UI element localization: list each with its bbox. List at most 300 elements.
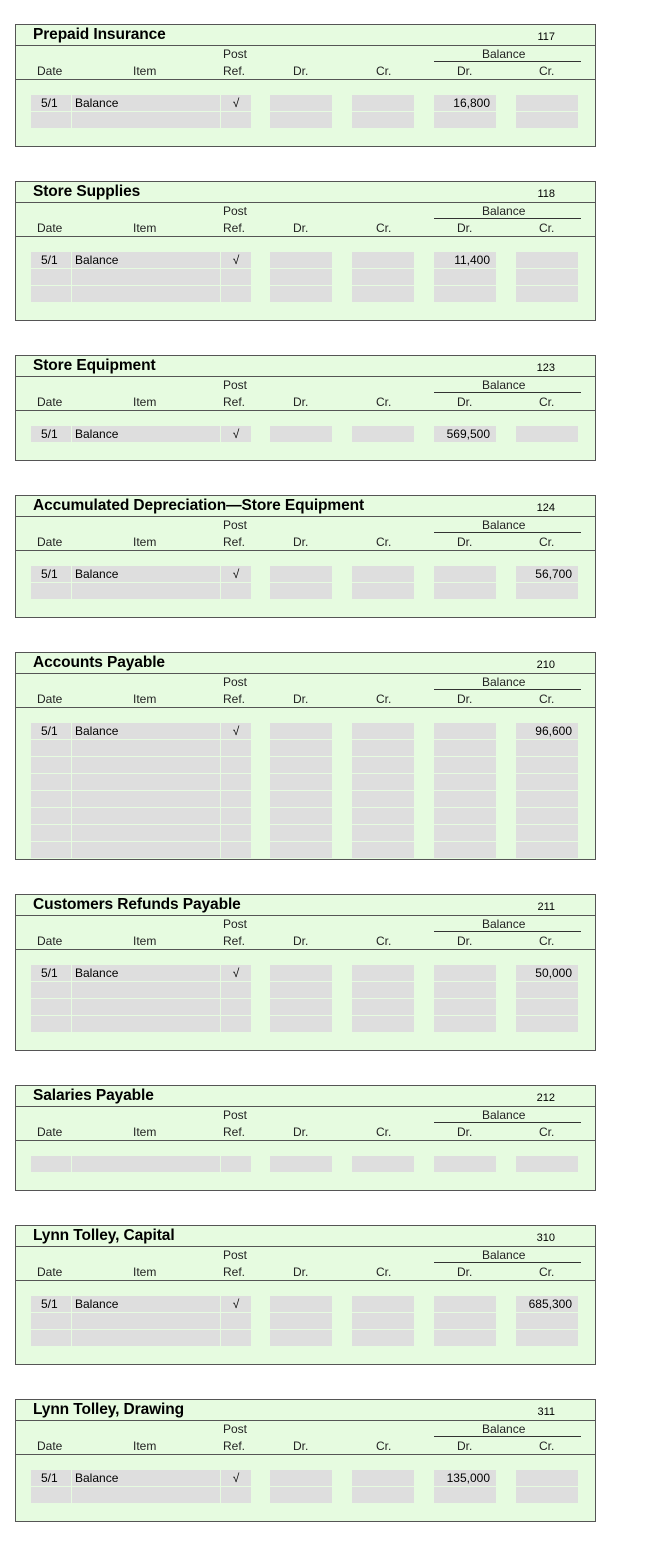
date-cell[interactable]: 5/1: [31, 1470, 71, 1486]
column-header-balance-cr: Cr.: [539, 535, 555, 549]
balance-underline: [434, 1436, 581, 1437]
column-header-balance: Balance: [482, 47, 526, 61]
balance-credit-cell[interactable]: [516, 757, 578, 773]
debit-cell[interactable]: [270, 825, 332, 841]
ledger-header: [16, 1226, 595, 1281]
post-ref-cell[interactable]: [221, 757, 251, 773]
column-header-dr: Dr.: [293, 1439, 309, 1453]
item-cell[interactable]: [72, 1016, 220, 1032]
date-cell[interactable]: [31, 982, 71, 998]
credit-cell[interactable]: [352, 426, 414, 442]
balance-underline: [434, 61, 581, 62]
balance-underline: [434, 392, 581, 393]
item-cell[interactable]: Balance: [72, 1296, 220, 1312]
credit-cell[interactable]: [352, 1487, 414, 1503]
post-ref-cell[interactable]: [221, 808, 251, 824]
debit-cell[interactable]: [270, 286, 332, 302]
balance-debit-cell[interactable]: [434, 1156, 496, 1172]
balance-debit-cell[interactable]: [434, 808, 496, 824]
debit-cell[interactable]: [270, 774, 332, 790]
debit-cell[interactable]: [270, 1016, 332, 1032]
account-number: 210: [536, 659, 555, 671]
column-header-dr: Dr.: [293, 692, 309, 706]
post-ref-cell[interactable]: [221, 774, 251, 790]
balance-debit-cell[interactable]: [434, 1330, 496, 1346]
header-divider: [16, 1106, 595, 1107]
account-title: Lynn Tolley, Capital: [33, 1227, 175, 1244]
item-cell[interactable]: Balance: [72, 723, 220, 739]
header-divider: [16, 1420, 595, 1421]
balance-credit-cell[interactable]: [516, 791, 578, 807]
post-ref-cell[interactable]: [221, 1156, 251, 1172]
ledger-header: [16, 25, 595, 80]
balance-underline: [434, 689, 581, 690]
account-title: Prepaid Insurance: [33, 26, 166, 43]
balance-debit-cell[interactable]: 569,500: [434, 426, 496, 442]
balance-debit-cell[interactable]: [434, 112, 496, 128]
column-header-item: Item: [133, 221, 157, 235]
column-header-post: Post: [223, 1248, 248, 1262]
item-cell[interactable]: [72, 825, 220, 841]
item-cell[interactable]: [72, 1313, 220, 1329]
balance-underline: [434, 532, 581, 533]
date-cell[interactable]: [31, 999, 71, 1015]
ledger-account: [15, 495, 596, 618]
date-cell[interactable]: [31, 1330, 71, 1346]
column-header-cr: Cr.: [376, 64, 392, 78]
balance-credit-cell[interactable]: [516, 583, 578, 599]
header-divider: [16, 1246, 595, 1247]
column-header-balance-cr: Cr.: [539, 395, 555, 409]
date-cell[interactable]: [31, 1016, 71, 1032]
item-cell[interactable]: [72, 999, 220, 1015]
column-header-balance-dr: Dr.: [457, 1265, 473, 1279]
column-header-date: Date: [37, 221, 63, 235]
item-cell[interactable]: [72, 112, 220, 128]
post-ref-cell[interactable]: √: [221, 95, 251, 111]
column-header-cr: Cr.: [376, 1125, 392, 1139]
date-cell[interactable]: [31, 583, 71, 599]
balance-debit-cell[interactable]: [434, 791, 496, 807]
post-ref-cell[interactable]: [221, 1016, 251, 1032]
credit-cell[interactable]: [352, 286, 414, 302]
column-header-item: Item: [133, 1125, 157, 1139]
debit-cell[interactable]: [270, 566, 332, 582]
column-header-balance: Balance: [482, 204, 526, 218]
balance-debit-cell[interactable]: [434, 723, 496, 739]
balance-debit-cell[interactable]: [434, 774, 496, 790]
column-header-balance: Balance: [482, 378, 526, 392]
column-header-balance-cr: Cr.: [539, 1265, 555, 1279]
ledger-header: [16, 496, 595, 551]
post-ref-cell[interactable]: √: [221, 965, 251, 981]
account-title: Accounts Payable: [33, 654, 165, 671]
credit-cell[interactable]: [352, 95, 414, 111]
header-divider: [16, 376, 595, 377]
item-cell[interactable]: [72, 1487, 220, 1503]
column-header-date: Date: [37, 1265, 63, 1279]
column-header-post: Post: [223, 675, 248, 689]
credit-cell[interactable]: [352, 999, 414, 1015]
item-cell[interactable]: [72, 982, 220, 998]
debit-cell[interactable]: [270, 1313, 332, 1329]
debit-cell[interactable]: [270, 791, 332, 807]
ledger-account: [15, 24, 596, 147]
balance-credit-cell[interactable]: [516, 252, 578, 268]
item-cell[interactable]: [72, 774, 220, 790]
column-header-date: Date: [37, 395, 63, 409]
column-header-post: Post: [223, 204, 248, 218]
post-ref-cell[interactable]: [221, 740, 251, 756]
credit-cell[interactable]: [352, 269, 414, 285]
debit-cell[interactable]: [270, 1156, 332, 1172]
account-title: Salaries Payable: [33, 1087, 154, 1104]
column-header-dr: Dr.: [293, 934, 309, 948]
column-header-cr: Cr.: [376, 692, 392, 706]
balance-credit-cell[interactable]: [516, 982, 578, 998]
credit-cell[interactable]: [352, 1016, 414, 1032]
column-header-dr: Dr.: [293, 535, 309, 549]
date-cell[interactable]: [31, 842, 71, 858]
item-cell[interactable]: [72, 1330, 220, 1346]
debit-cell[interactable]: [270, 740, 332, 756]
column-header-item: Item: [133, 395, 157, 409]
debit-cell[interactable]: [270, 252, 332, 268]
account-number: 310: [536, 1232, 555, 1244]
balance-underline: [434, 218, 581, 219]
balance-debit-cell[interactable]: 135,000: [434, 1470, 496, 1486]
credit-cell[interactable]: [352, 965, 414, 981]
credit-cell[interactable]: [352, 1470, 414, 1486]
column-header-post: Post: [223, 518, 248, 532]
debit-cell[interactable]: [270, 1296, 332, 1312]
debit-cell[interactable]: [270, 583, 332, 599]
column-header-post: Post: [223, 917, 248, 931]
date-cell[interactable]: 5/1: [31, 1296, 71, 1312]
ledger-account: [15, 1085, 596, 1191]
date-cell[interactable]: [31, 1156, 71, 1172]
account-number: 117: [537, 31, 555, 43]
column-header-cr: Cr.: [376, 1265, 392, 1279]
ledger-account: [15, 894, 596, 1051]
debit-cell[interactable]: [270, 982, 332, 998]
item-cell[interactable]: [72, 286, 220, 302]
balance-debit-cell[interactable]: [434, 757, 496, 773]
balance-debit-cell[interactable]: [434, 999, 496, 1015]
balance-credit-cell[interactable]: [516, 286, 578, 302]
column-header-dr: Dr.: [293, 1125, 309, 1139]
balance-debit-cell[interactable]: [434, 740, 496, 756]
column-header-item: Item: [133, 692, 157, 706]
credit-cell[interactable]: [352, 566, 414, 582]
header-divider: [16, 202, 595, 203]
column-header-cr: Cr.: [376, 535, 392, 549]
column-header-date: Date: [37, 934, 63, 948]
ledger-account: [15, 1399, 596, 1522]
column-header-balance: Balance: [482, 675, 526, 689]
balance-debit-cell[interactable]: [434, 842, 496, 858]
debit-cell[interactable]: [270, 1330, 332, 1346]
column-header-date: Date: [37, 535, 63, 549]
debit-cell[interactable]: [270, 112, 332, 128]
item-cell[interactable]: [72, 757, 220, 773]
item-cell[interactable]: Balance: [72, 426, 220, 442]
post-ref-cell[interactable]: [221, 791, 251, 807]
column-header-balance-dr: Dr.: [457, 221, 473, 235]
credit-cell[interactable]: [352, 842, 414, 858]
item-cell[interactable]: Balance: [72, 566, 220, 582]
debit-cell[interactable]: [270, 1487, 332, 1503]
balance-debit-cell[interactable]: [434, 286, 496, 302]
balance-debit-cell[interactable]: [434, 982, 496, 998]
date-cell[interactable]: [31, 740, 71, 756]
item-cell[interactable]: [72, 269, 220, 285]
column-header-balance: Balance: [482, 917, 526, 931]
debit-cell[interactable]: [270, 95, 332, 111]
balance-credit-cell[interactable]: [516, 1313, 578, 1329]
credit-cell[interactable]: [352, 1313, 414, 1329]
date-cell[interactable]: [31, 808, 71, 824]
balance-credit-cell[interactable]: [516, 808, 578, 824]
post-ref-cell[interactable]: [221, 825, 251, 841]
balance-credit-cell[interactable]: [516, 1470, 578, 1486]
column-header-balance: Balance: [482, 1108, 526, 1122]
column-header-item: Item: [133, 1439, 157, 1453]
post-ref-cell[interactable]: √: [221, 426, 251, 442]
balance-credit-cell[interactable]: [516, 112, 578, 128]
item-cell[interactable]: Balance: [72, 965, 220, 981]
balance-credit-cell[interactable]: [516, 426, 578, 442]
post-ref-cell[interactable]: [221, 1330, 251, 1346]
post-ref-cell[interactable]: √: [221, 1470, 251, 1486]
date-cell[interactable]: [31, 825, 71, 841]
credit-cell[interactable]: [352, 1330, 414, 1346]
column-header-ref: Ref.: [223, 395, 246, 409]
item-cell[interactable]: [72, 791, 220, 807]
ledger-header: [16, 1086, 595, 1141]
ledger-header: [16, 653, 595, 708]
item-cell[interactable]: [72, 740, 220, 756]
column-header-balance: Balance: [482, 1248, 526, 1262]
balance-credit-cell[interactable]: [516, 842, 578, 858]
debit-cell[interactable]: [270, 808, 332, 824]
date-cell[interactable]: [31, 1487, 71, 1503]
post-ref-cell[interactable]: √: [221, 723, 251, 739]
post-ref-cell[interactable]: [221, 112, 251, 128]
balance-debit-cell[interactable]: [434, 1487, 496, 1503]
column-header-balance-dr: Dr.: [457, 395, 473, 409]
balance-debit-cell[interactable]: [434, 1016, 496, 1032]
header-divider: [16, 516, 595, 517]
balance-debit-cell[interactable]: [434, 825, 496, 841]
column-header-item: Item: [133, 64, 157, 78]
balance-debit-cell[interactable]: [434, 269, 496, 285]
post-ref-cell[interactable]: √: [221, 252, 251, 268]
date-cell[interactable]: [31, 286, 71, 302]
account-number: 118: [537, 188, 555, 200]
credit-cell[interactable]: [352, 774, 414, 790]
column-header-item: Item: [133, 1265, 157, 1279]
balance-credit-cell[interactable]: 56,700: [516, 566, 578, 582]
account-number: 123: [536, 362, 555, 374]
post-ref-cell[interactable]: √: [221, 566, 251, 582]
item-cell[interactable]: Balance: [72, 95, 220, 111]
ledger-header: [16, 1400, 595, 1455]
account-title: Customers Refunds Payable: [33, 896, 241, 913]
balance-credit-cell[interactable]: [516, 1156, 578, 1172]
column-header-ref: Ref.: [223, 934, 246, 948]
debit-cell[interactable]: [270, 1470, 332, 1486]
balance-credit-cell[interactable]: [516, 1487, 578, 1503]
balance-credit-cell[interactable]: 685,300: [516, 1296, 578, 1312]
date-cell[interactable]: [31, 112, 71, 128]
balance-credit-cell[interactable]: [516, 269, 578, 285]
ledger-account: [15, 355, 596, 461]
post-ref-cell[interactable]: [221, 982, 251, 998]
date-cell[interactable]: 5/1: [31, 723, 71, 739]
header-divider: [16, 915, 595, 916]
column-header-post: Post: [223, 1422, 248, 1436]
column-header-balance-dr: Dr.: [457, 64, 473, 78]
balance-credit-cell[interactable]: 50,000: [516, 965, 578, 981]
balance-underline: [434, 931, 581, 932]
balance-credit-cell[interactable]: [516, 95, 578, 111]
column-header-cr: Cr.: [376, 1439, 392, 1453]
debit-cell[interactable]: [270, 269, 332, 285]
date-cell[interactable]: [31, 791, 71, 807]
date-cell[interactable]: 5/1: [31, 965, 71, 981]
date-cell[interactable]: 5/1: [31, 426, 71, 442]
credit-cell[interactable]: [352, 252, 414, 268]
balance-debit-cell[interactable]: [434, 965, 496, 981]
column-header-dr: Dr.: [293, 64, 309, 78]
credit-cell[interactable]: [352, 740, 414, 756]
date-cell[interactable]: [31, 757, 71, 773]
balance-credit-cell[interactable]: 96,600: [516, 723, 578, 739]
balance-debit-cell[interactable]: [434, 1313, 496, 1329]
post-ref-cell[interactable]: [221, 286, 251, 302]
column-header-balance-dr: Dr.: [457, 1125, 473, 1139]
column-header-date: Date: [37, 1125, 63, 1139]
item-cell[interactable]: [72, 808, 220, 824]
ledger-account: [15, 652, 596, 860]
credit-cell[interactable]: [352, 791, 414, 807]
debit-cell[interactable]: [270, 999, 332, 1015]
credit-cell[interactable]: [352, 825, 414, 841]
item-cell[interactable]: [72, 842, 220, 858]
item-cell[interactable]: Balance: [72, 252, 220, 268]
column-header-post: Post: [223, 47, 248, 61]
post-ref-cell[interactable]: [221, 999, 251, 1015]
column-header-item: Item: [133, 535, 157, 549]
item-cell[interactable]: [72, 1156, 220, 1172]
account-number: 124: [536, 502, 555, 514]
column-header-cr: Cr.: [376, 934, 392, 948]
column-header-ref: Ref.: [223, 64, 246, 78]
account-title: Store Supplies: [33, 183, 141, 200]
post-ref-cell[interactable]: [221, 269, 251, 285]
balance-debit-cell[interactable]: [434, 583, 496, 599]
debit-cell[interactable]: [270, 965, 332, 981]
column-header-item: Item: [133, 934, 157, 948]
item-cell[interactable]: Balance: [72, 1470, 220, 1486]
ledger-header: [16, 182, 595, 237]
balance-debit-cell[interactable]: 11,400: [434, 252, 496, 268]
date-cell[interactable]: 5/1: [31, 95, 71, 111]
column-header-balance-dr: Dr.: [457, 934, 473, 948]
balance-underline: [434, 1262, 581, 1263]
column-header-cr: Cr.: [376, 395, 392, 409]
column-header-ref: Ref.: [223, 1439, 246, 1453]
balance-credit-cell[interactable]: [516, 774, 578, 790]
post-ref-cell[interactable]: [221, 583, 251, 599]
balance-credit-cell[interactable]: [516, 1016, 578, 1032]
date-cell[interactable]: [31, 269, 71, 285]
column-header-ref: Ref.: [223, 1265, 246, 1279]
post-ref-cell[interactable]: √: [221, 1296, 251, 1312]
post-ref-cell[interactable]: [221, 842, 251, 858]
balance-debit-cell[interactable]: 16,800: [434, 95, 496, 111]
column-header-balance-cr: Cr.: [539, 221, 555, 235]
balance-underline: [434, 1122, 581, 1123]
balance-credit-cell[interactable]: [516, 1330, 578, 1346]
balance-credit-cell[interactable]: [516, 825, 578, 841]
column-header-balance-dr: Dr.: [457, 535, 473, 549]
account-number: 212: [536, 1092, 555, 1104]
debit-cell[interactable]: [270, 723, 332, 739]
column-header-post: Post: [223, 1108, 248, 1122]
debit-cell[interactable]: [270, 426, 332, 442]
date-cell[interactable]: [31, 774, 71, 790]
column-header-balance-cr: Cr.: [539, 934, 555, 948]
credit-cell[interactable]: [352, 723, 414, 739]
column-header-balance-dr: Dr.: [457, 692, 473, 706]
date-cell[interactable]: [31, 1313, 71, 1329]
account-number: 311: [537, 1406, 555, 1418]
column-header-balance-dr: Dr.: [457, 1439, 473, 1453]
date-cell[interactable]: 5/1: [31, 252, 71, 268]
column-header-balance-cr: Cr.: [539, 692, 555, 706]
header-divider: [16, 673, 595, 674]
balance-debit-cell[interactable]: [434, 566, 496, 582]
credit-cell[interactable]: [352, 757, 414, 773]
item-cell[interactable]: [72, 583, 220, 599]
debit-cell[interactable]: [270, 757, 332, 773]
column-header-dr: Dr.: [293, 395, 309, 409]
header-divider: [16, 45, 595, 46]
debit-cell[interactable]: [270, 842, 332, 858]
ledger-header: [16, 895, 595, 950]
account-title: Accumulated Depreciation—Store Equipment: [33, 497, 365, 514]
column-header-post: Post: [223, 378, 248, 392]
account-title: Store Equipment: [33, 357, 156, 374]
balance-credit-cell[interactable]: [516, 740, 578, 756]
date-cell[interactable]: 5/1: [31, 566, 71, 582]
column-header-date: Date: [37, 1439, 63, 1453]
credit-cell[interactable]: [352, 1296, 414, 1312]
credit-cell[interactable]: [352, 1156, 414, 1172]
credit-cell[interactable]: [352, 112, 414, 128]
post-ref-cell[interactable]: [221, 1487, 251, 1503]
post-ref-cell[interactable]: [221, 1313, 251, 1329]
balance-credit-cell[interactable]: [516, 999, 578, 1015]
balance-debit-cell[interactable]: [434, 1296, 496, 1312]
credit-cell[interactable]: [352, 583, 414, 599]
account-title: Lynn Tolley, Drawing: [33, 1401, 185, 1418]
column-header-dr: Dr.: [293, 1265, 309, 1279]
credit-cell[interactable]: [352, 982, 414, 998]
credit-cell[interactable]: [352, 808, 414, 824]
